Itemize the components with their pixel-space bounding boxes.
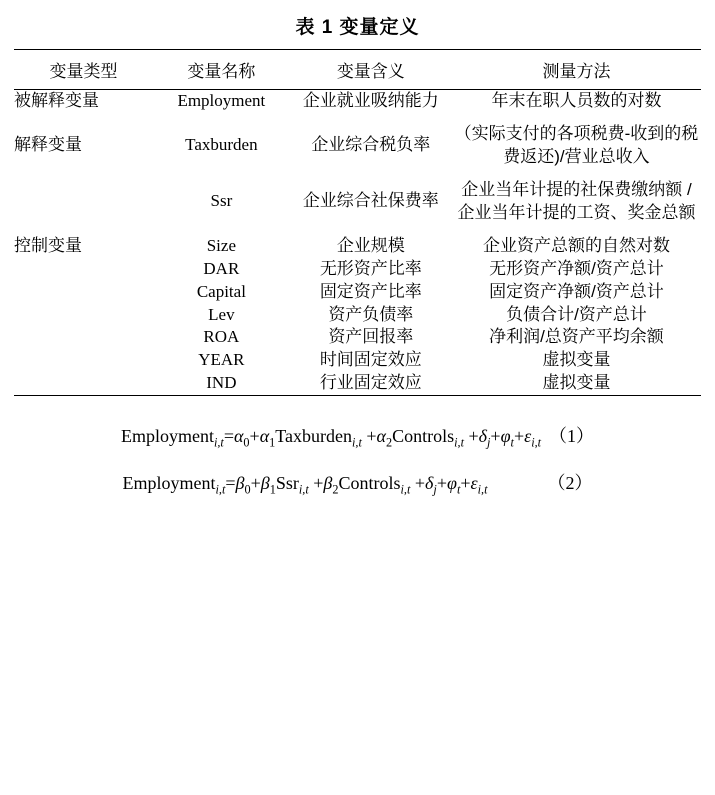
equation-1-number: （1） (549, 426, 595, 447)
cell-name: YEAR (198, 350, 245, 370)
cell-meaning: 资产负债率 (328, 304, 414, 324)
cell-name: ROA (203, 327, 240, 347)
cell-meaning: 无形资产比率 (319, 258, 422, 278)
spacer-cell (153, 169, 290, 179)
spacer-cell (153, 225, 290, 235)
cell-category: 解释变量 (14, 135, 82, 155)
equation-2 (14, 469, 701, 498)
cell-name: DAR (203, 258, 240, 278)
equation-1 (14, 422, 701, 451)
cell-name: IND (153, 372, 290, 395)
cell-measure: 虚拟变量 (542, 350, 611, 370)
cell-measure: （实际支付的各项税费-收到的税费返还)/营业总收入 (454, 123, 699, 166)
cell-meaning: 固定资产比率 (319, 281, 422, 301)
table-row (14, 123, 701, 169)
table-spacer-row (14, 169, 701, 179)
table-row (14, 304, 701, 327)
cell-category (14, 304, 153, 327)
cell-meaning: 资产回报率 (328, 327, 414, 347)
equations-block (14, 422, 701, 497)
column-header-variable-type: 变量类型 (14, 50, 153, 90)
table-header (14, 50, 701, 90)
table-row (14, 179, 701, 225)
equation-2-body: $Employment_{i,t}=\beta_0+\beta_1Ssr_{i,t}$ $+\beta_2Controls_{i,t} +\delta_j+\varphi_t+\varepsilon_{i,t}$ (122, 472, 488, 497)
cell-meaning: 企业综合税负率 (311, 135, 431, 155)
spacer-cell (452, 169, 701, 179)
table-spacer-row (14, 113, 701, 123)
cell-category: 被解释变量 (14, 91, 99, 110)
equation-1-body: $Employment_{i,t}=\alpha_0+\alpha_1Taxburden_{i,t}$ $+\alpha_2Controls_{i,t} +\delta_j+\varphi_t+\varepsilon_{i,t}$ (120, 426, 542, 450)
cell-category (14, 372, 153, 395)
spacer-cell (14, 225, 153, 235)
variable-definition-table (14, 49, 701, 396)
cell-measure: 无形资产净额/资产总计 (489, 258, 664, 278)
cell-measure: 虚拟变量 (452, 372, 701, 395)
cell-category: 控制变量 (14, 235, 82, 255)
table-title: 表 1 变量定义 (295, 17, 420, 38)
cell-name: Capital (196, 281, 246, 301)
cell-meaning: 行业固定效应 (290, 372, 452, 395)
cell-name: Size (206, 235, 236, 255)
spacer-cell (290, 169, 452, 179)
cell-measure: 企业当年计提的社保费缴纳额 / 企业当年计提的工资、奖金总额 (457, 179, 696, 222)
cell-meaning: 企业规模 (336, 235, 405, 255)
spacer-cell (14, 169, 153, 179)
spacer-cell (452, 113, 701, 123)
column-header-measurement-method: 测量方法 (452, 50, 701, 90)
spacer-cell (290, 113, 452, 123)
cell-measure: 企业资产总额的自然对数 (482, 235, 670, 255)
table-row (14, 349, 701, 372)
cell-measure: 净利润/总资产平均余额 (489, 327, 664, 347)
table-row (14, 281, 701, 304)
table-spacer-row (14, 225, 701, 235)
spacer-cell (153, 113, 290, 123)
cell-category (14, 179, 153, 225)
table-row (14, 258, 701, 281)
table-row (14, 90, 701, 113)
cell-measure: 固定资产净额/资产总计 (489, 281, 664, 301)
cell-measure: 负债合计/资产总计 (506, 304, 647, 324)
cell-name: Taxburden (185, 135, 258, 155)
cell-meaning: 企业就业吸纳能力 (302, 91, 439, 110)
table-row (14, 372, 701, 395)
cell-category (14, 258, 153, 281)
cell-measure: 年末在职人员数的对数 (491, 91, 662, 110)
cell-name: Lev (208, 304, 235, 324)
cell-category (14, 326, 153, 349)
table-row (14, 235, 701, 258)
cell-name: Ssr (210, 191, 233, 211)
spacer-cell (290, 225, 452, 235)
cell-meaning: 时间固定效应 (319, 350, 422, 370)
column-header-variable-name: 变量名称 (153, 50, 290, 90)
cell-category (14, 349, 153, 372)
column-header-variable-meaning: 变量含义 (290, 50, 452, 90)
cell-category (14, 281, 153, 304)
spacer-cell (14, 113, 153, 123)
table-row (14, 326, 701, 349)
table-body (14, 90, 701, 396)
cell-meaning: 企业综合社保费率 (302, 191, 439, 211)
equation-2-number: （2） (547, 472, 593, 493)
spacer-cell (452, 225, 701, 235)
cell-name: Employment (177, 91, 266, 110)
